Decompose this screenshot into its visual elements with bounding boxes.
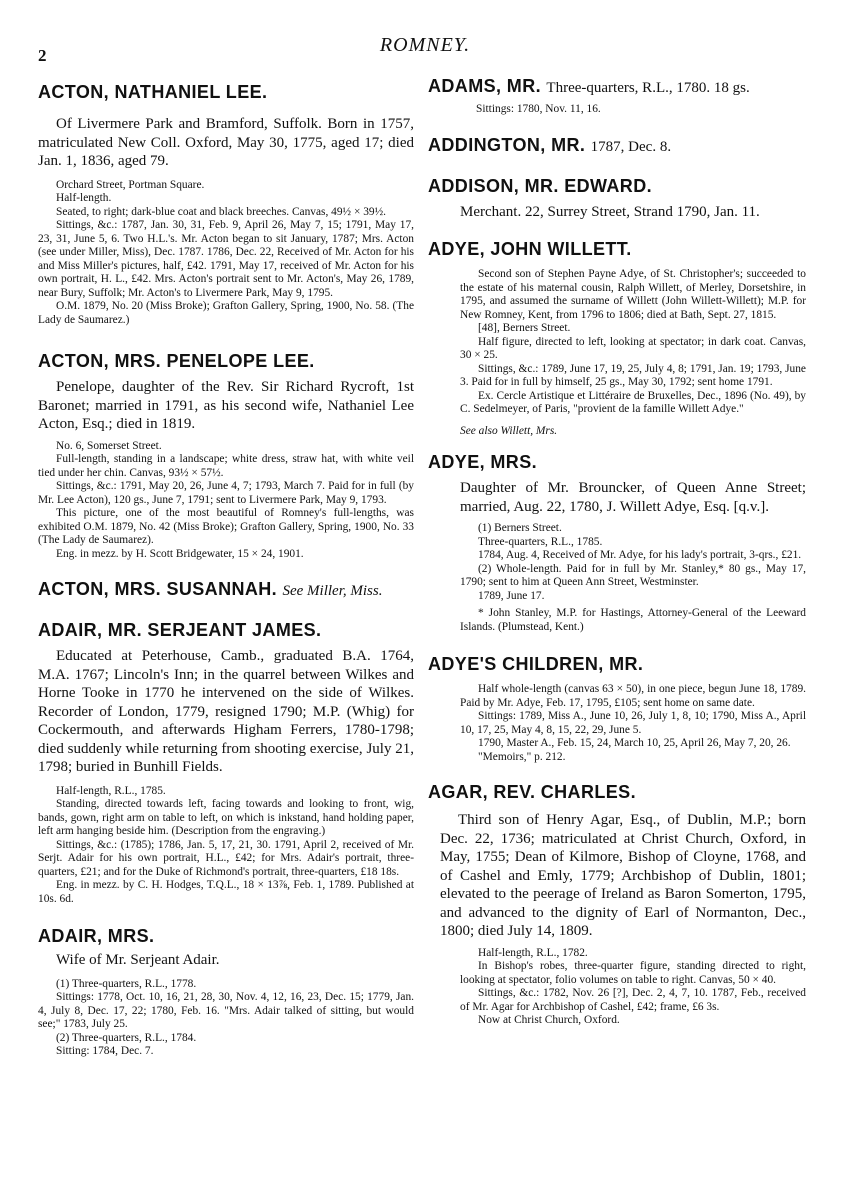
right-column — [428, 76, 806, 1028]
entry-detail: This picture, one of the most beautiful of Romney's full-lengths, was exhibited O.M. 1879, No. 42 (Miss Broke); Grafton Gallery, Spring, 1900, No. 33 (The Lady de Saumarez). — [38, 507, 414, 546]
entry-acton-nathaniel — [38, 82, 414, 327]
entry-acton-penelope — [38, 351, 414, 561]
entry-bio: Educated at Peterhouse, Camb., graduated B.A. 1764, M.A. 1767; Lincoln's Inn; in the quarrel between Wilkes and Horne Tooke in 1770 he intervened on the side of Wilkes. Recorder of London, 1779, resigned 1790; M.P. (Whig) for Cockermouth, and afterwards Higham Ferrers, 1780-1798; died suddenly while returning from shooting exercise, July 21, 1798; buried in Bunhill Fields. — [38, 648, 414, 775]
entry-detail: Second son of Stephen Payne Adye, of St. Christopher's; succeeded to the estate of his maternal cousin, Ralph Willett, of Merley, Dorsetshire, in 1795, and assumed the surname of Willett (John Willett-Willett); M.P. for New Romney, Kent, from 1796 to 1806; died at Bath, Sept. 27, 1815. — [460, 268, 806, 321]
entry-adair-james — [38, 620, 414, 906]
entry-adye-children — [428, 654, 806, 764]
entry-detail: Sittings, &c.: 1782, Nov. 26 [?], Dec. 2, 4, 7, 10. 1787, Feb., received of Mr. Agar for Archbishop of Cashel, £42; frame, £6 3s. — [460, 987, 806, 1013]
entry-detail: Full-length, standing in a landscape; white dress, straw hat, with white veil tied under her chin. Canvas, 93½ × 57½. — [38, 453, 414, 479]
entry-detail: (1) Berners Street. — [478, 522, 562, 534]
entry-detail: Half whole-length (canvas 63 × 50), in one piece, begun June 18, 1789. Paid by Mr. Adye, Feb. 17, 1795, £105; sent home on same date. — [460, 683, 806, 709]
entry-heading: ADYE, JOHN WILLETT. — [428, 239, 632, 259]
entry-bio: Of Livermere Park and Bramford, Suffolk. Born in 1757, matriculated New Coll. Oxford, May 30, 1775, aged 17; died Jan. 1, 1836, aged 79. — [38, 116, 414, 169]
cross-reference: See also Willett, Mrs. — [460, 424, 558, 437]
entry-detail: Half figure, directed to left, looking at spectator; in dark coat. Canvas, 30 × 25. — [460, 335, 806, 361]
entry-heading: ADDISON, MR. EDWARD. — [428, 175, 652, 196]
entry-detail: Sittings, &c.: 1787, Jan. 30, 31, Feb. 9, April 26, May 7, 15; 1791, May 17, 23, 31, June 5, 6. Two H.L.'s. Mr. Acton began to sit January, 1787; Mrs. Acton (see under Miller, Miss), Dec. 1787. 1786, Dec. 22, Received of Mr. Acton for his and Miss Miller's pictures, half, £42. 1791, May 17, received of Mr. Acton for his own portrait, H. L., £42. Mrs. Acton's portrait sent to Mr. Acton's, May 26, 1789, near Bury, Suffolk; Mr. Acton's to Livermere Park, May 9, 1795. — [38, 219, 414, 299]
entry-detail: 1790, Master A., Feb. 15, 24, March 10, 25, April 26, May 7, 20, 26. — [478, 737, 791, 749]
entry-addison — [428, 176, 806, 222]
entry-detail: In Bishop's robes, three-quarter figure, standing directed to right, looking at spectator, folio volumes on table to right. Canvas, 50 × 40. — [460, 960, 806, 986]
entry-heading — [428, 135, 806, 158]
entry-detail: Eng. in mezz. by H. Scott Bridgewater, 15 × 24, 1901. — [56, 547, 304, 560]
entry-detail: Sittings, &c.: 1789, June 17, 19, 25, July 4, 8; 1791, Jan. 19; 1793, June 3. Paid for in full by himself, 25 gs., May 30, 1792; sent home 1791. — [460, 362, 806, 388]
entry-detail: [48], Berners Street. — [478, 322, 571, 334]
entry-adye-john — [428, 239, 806, 438]
entry-bio: Third son of Henry Agar, Esq., of Dublin, M.P.; born Dec. 22, 1736; matriculated at Christ Church, Oxford, in May, 1755; Dean of Kilmore, Bishop of Cloyne, 1768, and of Cashel and Emly, 1779; Archbishop of Dublin, 1801; elevated to the peerage of Ireland as Baron Somerton, 1795, and advanced to the dignity of Earl of Normanton, Dec., 1800; died July 14, 1809. — [440, 812, 806, 939]
running-title: ROMNEY. — [379, 34, 471, 56]
entry-heading: ACTON, MRS. PENELOPE LEE. — [38, 351, 315, 371]
entry-detail: Sittings: 1778, Oct. 10, 16, 21, 28, 30, Nov. 4, 12, 16, 23, Dec. 15; 1779, Jan. 4, July 8, Dec. 17, 22; 1780, Feb. 16. "Mrs. Adair talked of sitting, but would see;" 1783, July 25. — [38, 991, 414, 1030]
heading-name: ADAMS, MR. — [428, 76, 541, 96]
entry-detail: "Memoirs," p. 212. — [478, 750, 566, 763]
entry-detail: 1789, June 17. — [478, 589, 545, 602]
heading-name: ADDINGTON, MR. — [428, 134, 586, 155]
entry-detail: O.M. 1879, No. 20 (Miss Broke); Grafton Gallery, Spring, 1900, No. 58. (The Lady de Saumarez.) — [38, 300, 414, 326]
entry-detail: Standing, directed towards left, facing towards and looking to front, wig, bands, gown, right arm on table to left, on which is inkstand, hand holding paper, left arm hanging beside him. (Description from the engraving.) — [38, 798, 414, 837]
entry-adair-mrs — [38, 926, 414, 1059]
entry-detail: Eng. in mezz. by C. H. Hodges, T.Q.L., 18 × 13⅞, Feb. 1, 1789. Published at 10s. 6d. — [38, 879, 414, 905]
heading-note: 1787, Dec. 8. — [590, 138, 672, 155]
entry-heading — [428, 76, 806, 99]
heading-name: ACTON, MRS. SUSANNAH. — [38, 579, 278, 599]
footnote: * John Stanley, M.P. for Hastings, Attorney-General of the Leeward Islands. (Plumstead, Kent.) — [460, 607, 806, 633]
entry-heading: ADYE'S CHILDREN, MR. — [428, 654, 644, 674]
entry-heading: AGAR, REV. CHARLES. — [428, 782, 636, 802]
entry-detail: No. 6, Somerset Street. — [56, 439, 162, 452]
entry-detail: Sittings, &c.: 1791, May 20, 26, June 4, 7; 1793, March 7. Paid for in full (by Mr. Lee Acton), 120 gs., June 7, 1791; sent to Livermere Park, May 9, 1793. — [38, 480, 414, 506]
entry-bio: Merchant. 22, Surrey Street, Strand 1790, Jan. 11. — [460, 203, 760, 220]
entry-detail: Ex. Cercle Artistique et Littéraire de Bruxelles, Dec., 1896 (No. 49), by C. Sedelmeyer, of Paris, "provient de la famille Willett Adye." — [460, 389, 806, 415]
entry-heading: ADAIR, MR. SERJEANT JAMES. — [38, 620, 322, 640]
entry-detail: Seated, to right; dark-blue coat and black breeches. Canvas, 49½ × 39½. — [56, 205, 387, 218]
entry-detail: Half-length, R.L., 1782. — [478, 946, 588, 959]
entry-detail: Orchard Street, Portman Square. — [56, 178, 205, 191]
entry-bio: Wife of Mr. Serjeant Adair. — [56, 952, 220, 968]
entry-bio: Penelope, daughter of the Rev. Sir Richard Rycroft, 1st Baronet; married in 1791, as his second wife, Nathaniel Lee Acton, Esq.; died in 1819. — [38, 379, 414, 432]
entry-detail: Three-quarters, R.L., 1785. — [478, 535, 603, 548]
left-column — [38, 76, 414, 1059]
entry-adye-mrs — [428, 452, 806, 634]
cross-reference: See Miller, Miss. — [282, 583, 383, 599]
entry-agar-charles — [428, 782, 806, 1028]
entry-detail: (2) Whole-length. Paid for in full by Mr. Stanley,* 80 gs., May 17, 1790; sent to him at Queen Ann Street, Westminster. — [460, 562, 806, 588]
entry-heading: ADAIR, MRS. — [38, 926, 155, 946]
entry-detail: Half-length. — [56, 192, 112, 204]
entry-acton-susannah — [38, 579, 414, 602]
entry-detail: 1784, Aug. 4, Received of Mr. Adye, for his lady's portrait, 3-qrs., £21. — [478, 549, 802, 561]
entry-adams — [428, 76, 806, 117]
entry-detail: Half-length, R.L., 1785. — [56, 784, 166, 797]
entry-detail: Sitting: 1784, Dec. 7. — [56, 1045, 154, 1057]
entry-detail: (1) Three-quarters, R.L., 1778. — [56, 977, 197, 990]
entry-heading: ADYE, MRS. — [428, 452, 538, 472]
entry-detail: Sittings: 1789, Miss A., June 10, 26, July 1, 8, 10; 1790, Miss A., April 10, 17, 25, May 4, 8, 15, 22, 29, June 5. — [460, 710, 806, 736]
entry-detail: Now at Christ Church, Oxford. — [478, 1014, 620, 1026]
entry-heading: ACTON, NATHANIEL LEE. — [38, 82, 268, 102]
entry-bio: Daughter of Mr. Brouncker, of Queen Anne Street; married, Aug. 22, 1780, J. Willett Adye, Esq. [q.v.]. — [460, 480, 806, 515]
entry-detail: Sittings: 1780, Nov. 11, 16. — [476, 103, 601, 115]
heading-note: Three-quarters, R.L., 1780. 18 gs. — [546, 80, 750, 96]
page-number: 2 — [38, 46, 47, 65]
entry-heading — [38, 579, 414, 602]
entry-addington — [428, 135, 806, 158]
entry-detail: Sittings, &c.: (1785); 1786, Jan. 5, 17, 21, 30. 1791, April 2, received of Mr. Serjt. Adair for his own portrait, H.L., £42; for Mrs. Adair's portrait, three-quarters, £21; and for the Duke of Richmond's portrait, three-quarters, £18 18s. — [38, 838, 414, 878]
entry-detail: (2) Three-quarters, R.L., 1784. — [56, 1031, 197, 1044]
